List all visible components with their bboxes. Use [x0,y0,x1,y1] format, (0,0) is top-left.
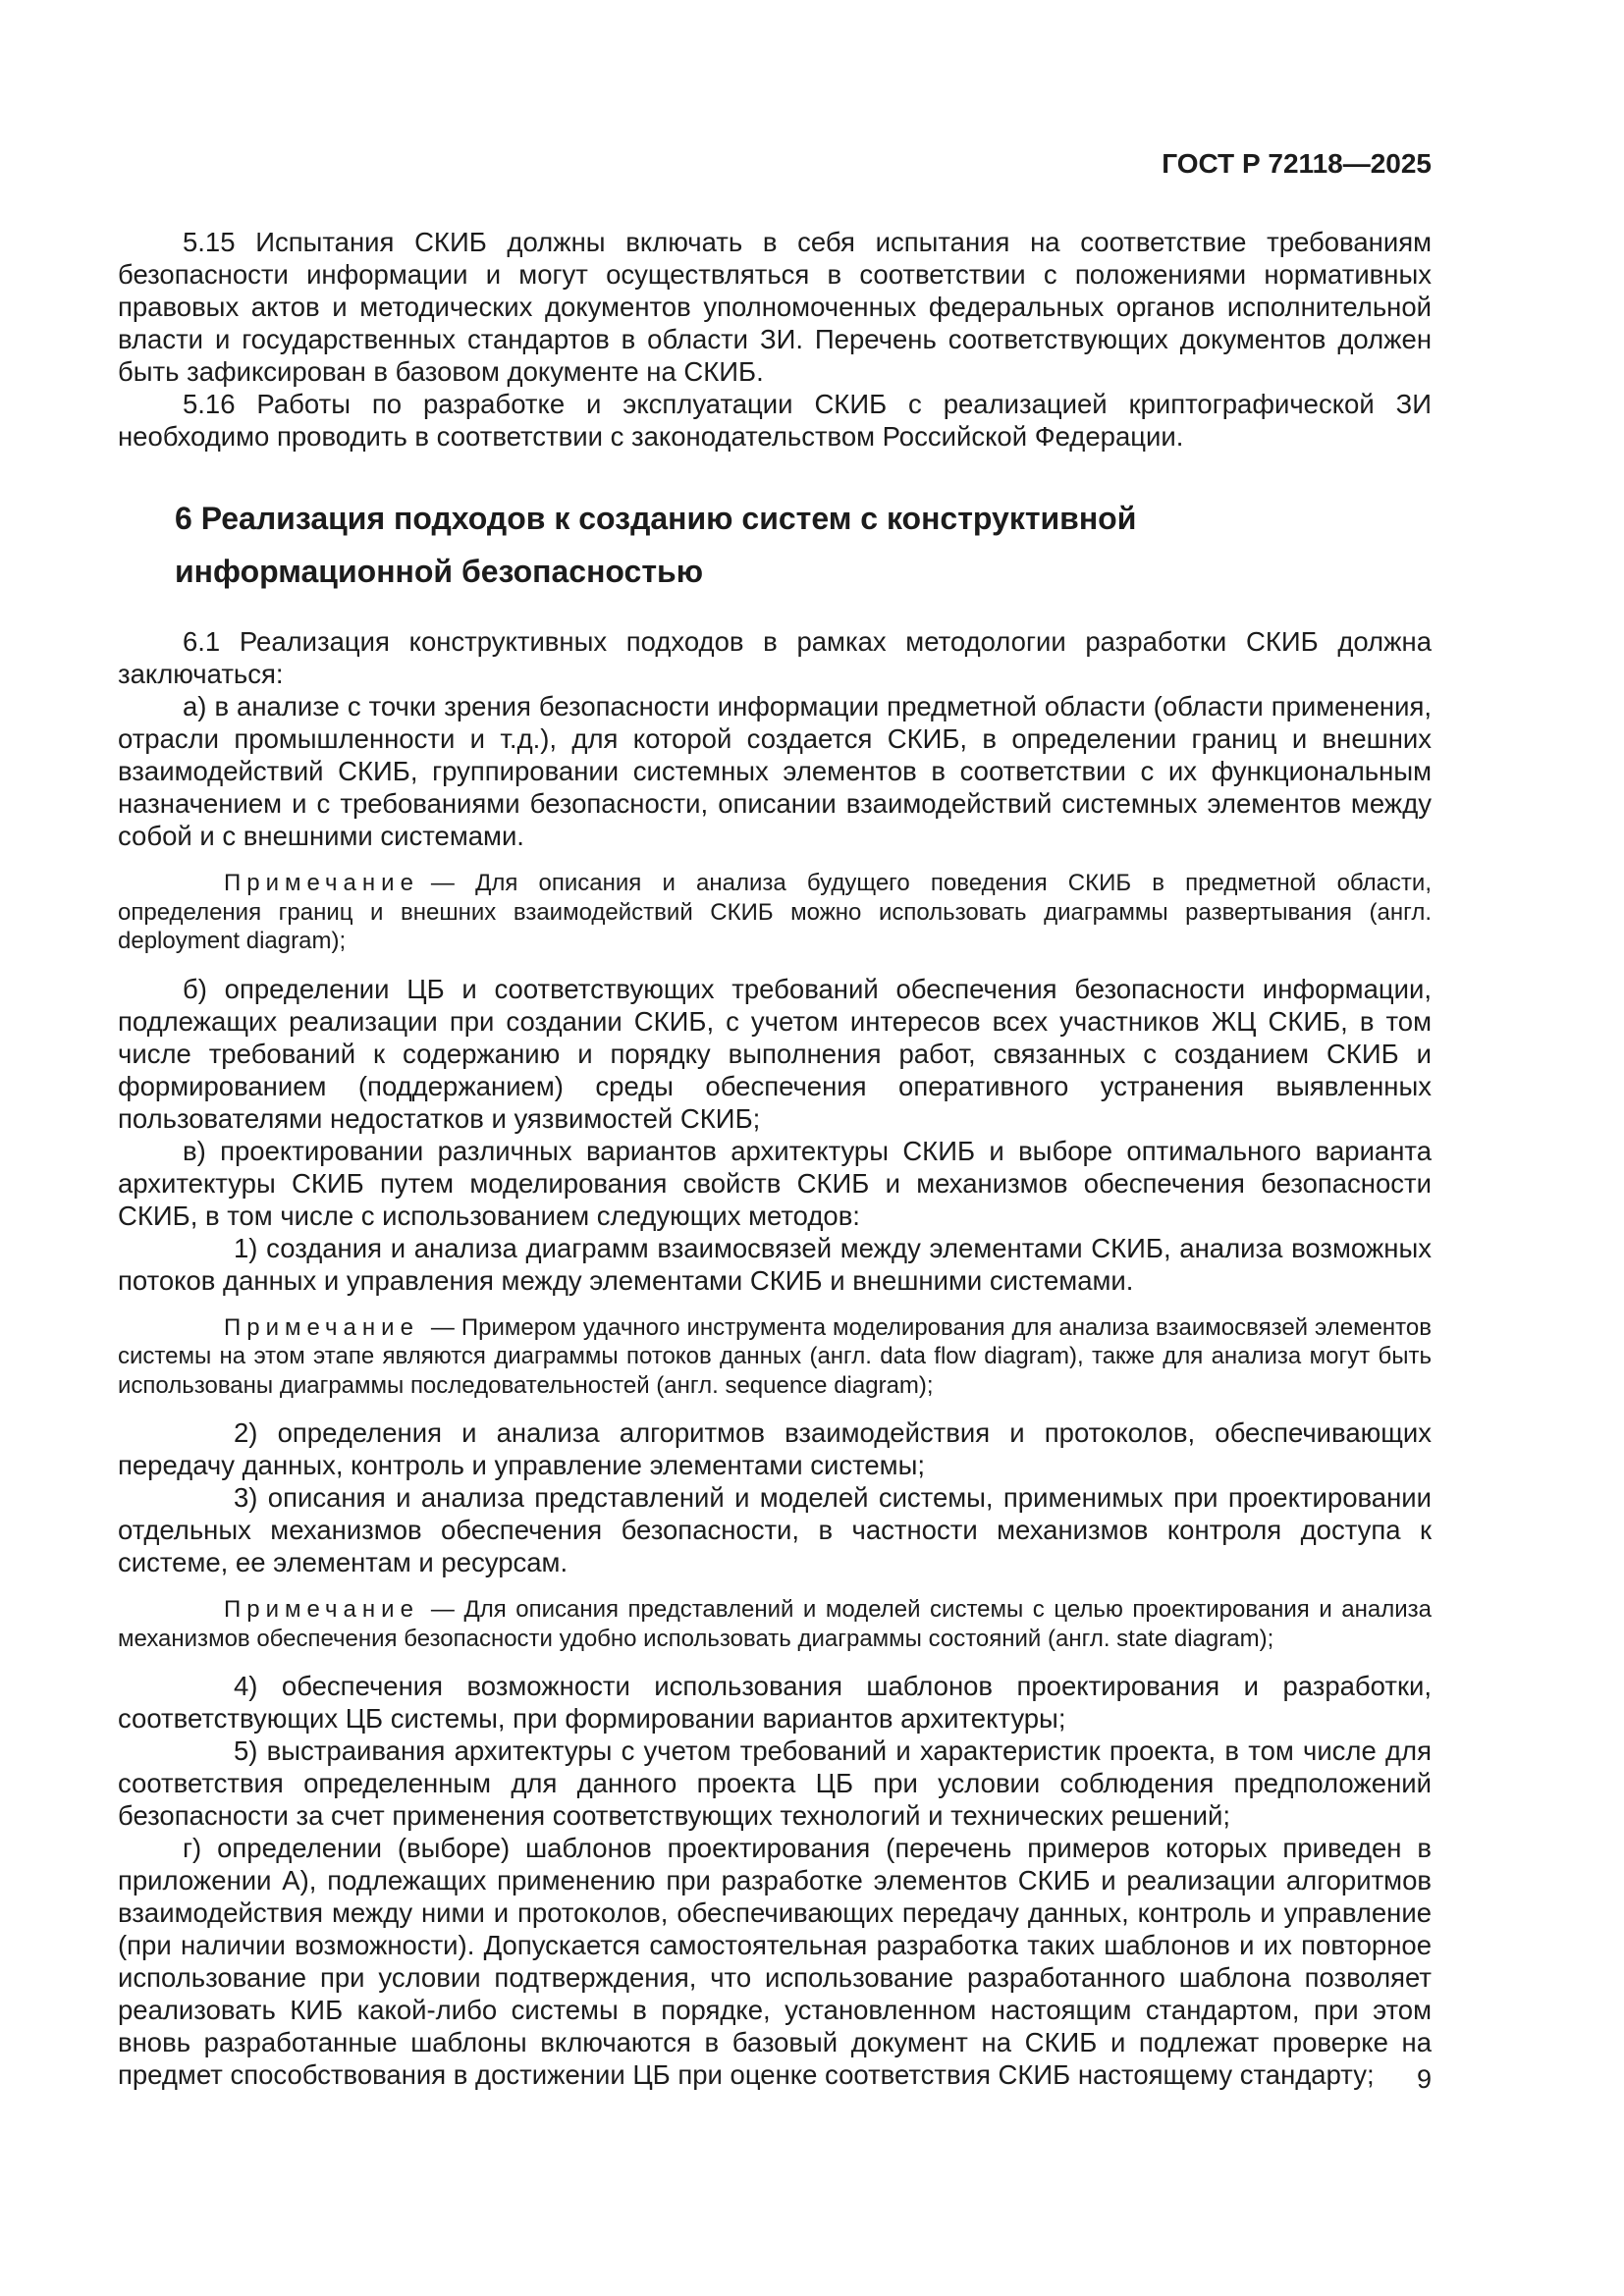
list-item-4: 4) обеспечения возможности использования шаблонов проектирования и разработки, соответствующих ЦБ системы, при формировании вариантов архитектуры; [118,1671,1432,1734]
paragraph-item-g: г) определении (выборе) шаблонов проектирования (перечень примеров которых приведен в приложении А), подлежащих применению при разработке элементов СКИБ и реализации алгоритмов взаимодействия между ними и протоколов, обеспечивающих передачу данных, контроль и управление (при наличии возможности). Допускается самостоятельная разработка таких шаблонов и их повторное использование при условии подтверждения, что использование разработанного шаблона позволяет реализовать КИБ какой-либо системы в порядке, установленном настоящим стандартом, при этом вновь разработанные шаблоны включаются в базовый документ на СКИБ и подлежат проверке на предмет способствования в достижении ЦБ при оценке соответствия СКИБ настоящему стандарту; [118,1833,1432,2090]
paragraph-5-16: 5.16 Работы по разработке и эксплуатации СКИБ с реализацией криптографической ЗИ необходимо проводить в соответствии с законодательством Российской Федерации. [118,389,1432,452]
note-data-flow-diagram [118,1313,1432,1401]
section-6-heading-line2: информационной безопасностью [175,554,704,589]
list-item-1: 1) создания и анализа диаграмм взаимосвязей между элементами СКИБ, анализа возможных потоков данных и управления между элементами СКИБ и внешними системами. [118,1232,1432,1296]
note-label: Примечание [224,870,419,896]
paragraph-6-1: 6.1 Реализация конструктивных подходов в рамках методологии разработки СКИБ должна заключаться: [118,626,1432,689]
note-text: — Для описания представлений и моделей системы с целью проектирования и анализа механизмов обеспечения безопасности удобно использовать диаграммы состояний (англ. state diagram); [118,1596,1432,1652]
list-item-3: 3) описания и анализа представлений и моделей системы, применимых при проектировании отдельных механизмов обеспечения безопасности, в частности механизмов контроля доступа к системе, ее элементам и ресурсам. [118,1482,1432,1577]
note-state-diagram [118,1595,1432,1653]
paragraph-item-b: б) определении ЦБ и соответствующих требований обеспечения безопасности информации, подлежащих реализации при создании СКИБ, с учетом интересов всех участников ЖЦ СКИБ, в том числе требований к содержанию и порядку выполнения работ, связанных с созданием СКИБ и формированием (поддержанием) среды обеспечения оперативного устранения выявленных пользователями недостатков и уязвимостей СКИБ; [118,973,1432,1134]
paragraph-item-a: а) в анализе с точки зрения безопасности информации предметной области (области применения, отрасли промышленности и т.д.), для которой создается СКИБ, в определении границ и внешних взаимодействий СКИБ, группировании системных элементов в соответствии с их функциональным назначением и с требованиями безопасности, описании взаимодействий системных элементов между собой и с внешними системами. [118,691,1432,851]
section-6-heading [118,492,1432,598]
paragraph-5-15: 5.15 Испытания СКИБ должны включать в себя испытания на соответствие требованиям безопасности информации и могут осуществляться в соответствии с положениями нормативных правовых актов и методических документов уполномоченных федеральных органов исполнительной власти и государственных стандартов в области ЗИ. Перечень соответствующих документов должен быть зафиксирован в базовом документе на СКИБ. [118,227,1432,387]
note-text: — Для описания и анализа будущего поведения СКИБ в предметной области, определения границ и внешних взаимодействий СКИБ можно использовать диаграммы развертывания (англ. deployment diagram); [118,870,1432,954]
note-label: Примечание [224,1313,419,1341]
text-column [118,147,1432,2091]
section-6-heading-line1: 6 Реализация подходов к созданию систем с конструктивной [175,501,1137,536]
document-number-header: ГОСТ Р 72118—2025 [1162,148,1432,179]
paragraph-item-v: в) проектировании различных вариантов архитектуры СКИБ и выборе оптимального варианта архитектуры СКИБ путем моделирования свойств СКИБ и механизмов обеспечения безопасности СКИБ, в том числе с использованием следующих методов: [118,1135,1432,1231]
note-deployment-diagram [118,869,1432,956]
note-text: — Примером удачного инструмента моделирования для анализа взаимосвязей элементов системы на этом этапе являются диаграммы потоков данных (англ. data flow diagram), также для анализа могут быть использованы диаграммы последовательностей (англ. sequence diagram); [118,1313,1432,1399]
page-number: 9 [1416,2064,1432,2094]
list-item-2: 2) определения и анализа алгоритмов взаимодействия и протоколов, обеспечивающих передачу данных, контроль и управление элементами системы; [118,1417,1432,1480]
list-item-5: 5) выстраивания архитектуры с учетом требований и характеристик проекта, в том числе для соответствия определенным для данного проекта ЦБ при условии соблюдения предположений безопасности за счет применения соответствующих технологий и технических решений; [118,1735,1432,1831]
note-label: Примечание [224,1596,419,1623]
